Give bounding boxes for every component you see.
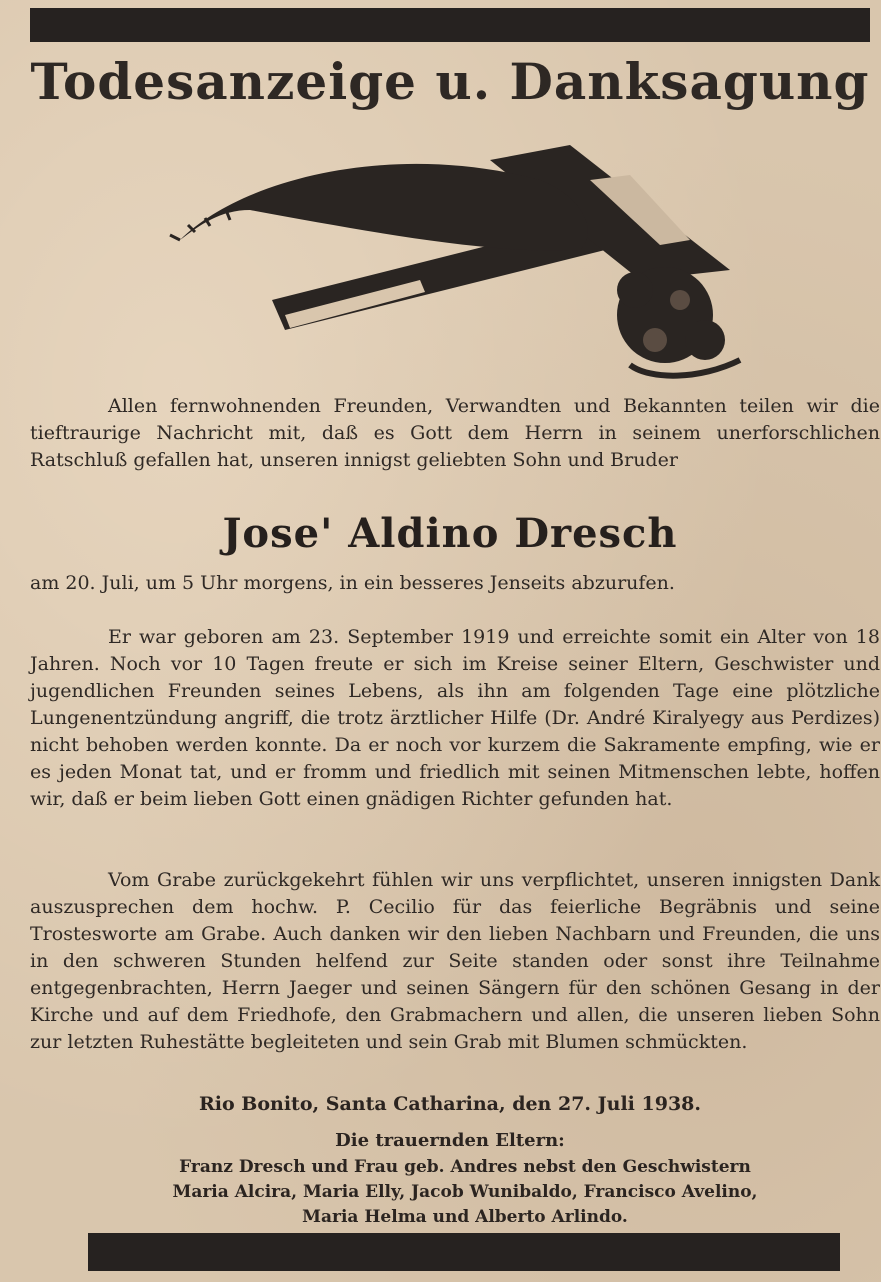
- thanks-paragraph: Vom Grabe zurückgekehrt fühlen wir uns verpflichtet, unseren innigsten Dank auszusprechen dem hochw. P. Cecilio für das feierliche Begräbnis und seine Trostesworte am Grabe. Auch danken wir den lieben Nachbarn und Freunden, die uns in den schweren Stunden helfend zur Seite standen oder sonst ihre Teilnahme entgegenbrachten, Herrn Jaeger und seinen Sängern für den schönen Gesang in der Kirche und auf dem Friedhofe, den Grabmachern und allen, die unseren lieben Sohn zur letzten Ruhestätte begleiteten und sein Grab mit Blumen schmückten.: [30, 869, 880, 1053]
- bottom-black-rule: [88, 1233, 840, 1271]
- mourners-label: Die trauernden Eltern:: [335, 1130, 565, 1151]
- wreath-icon: [617, 267, 740, 376]
- top-black-rule: [30, 8, 870, 42]
- intro-text: Allen fernwohnenden Freunden, Verwandten und Bekannten teilen wir die tieftraurige Nachricht mit, daß es Gott dem Herrn in seinem unerforschlichen Ratschluß gefallen hat, unseren innigst geliebten Sohn und Bruder: [30, 395, 880, 471]
- intro-paragraph: [30, 393, 880, 474]
- family-list: [80, 1155, 850, 1230]
- family-line: Maria Alcira, Maria Elly, Jacob Wunibaldo, Francisco Avelino,: [172, 1182, 758, 1202]
- biography-paragraph: Er war geboren am 23. September 1919 und erreichte somit ein Alter von 18 Jahren. Noch vor 10 Tagen freute er sich im Kreise seiner Eltern, Geschwister und jugendlichen Freunden seines Lebens, als ihn am folgenden Tage eine plötzliche Lungenentzündung angriff, die trotz ärztlicher Hilfe (Dr. André Kiralyegy aus Perdizes) nicht behoben werden konnte. Da er noch vor kurzem die Sakramente empfing, wie er es jeden Monat tat, und er fromm und friedlich mit seinen Mitmenschen lebte, hoffen wir, daß er beim lieben Gott einen gnädigen Richter gefunden hat.: [30, 626, 880, 810]
- cross-palm-wreath-emblem: [160, 140, 760, 385]
- family-line: Maria Helma und Alberto Arlindo.: [302, 1207, 628, 1227]
- place-and-date: Rio Bonito, Santa Catharina, den 27. Juli 1938.: [198, 1093, 702, 1115]
- family-line: Franz Dresch und Frau geb. Andres nebst den Geschwistern: [179, 1157, 751, 1177]
- notice-heading: Todesanzeige u. Danksagung: [30, 52, 870, 111]
- palm-frond-icon: [170, 164, 588, 251]
- summoned-paragraph: am 20. Juli, um 5 Uhr morgens, in ein besseres Jenseits abzurufen.: [30, 572, 675, 594]
- deceased-name: Jose' Aldino Dresch: [222, 510, 678, 557]
